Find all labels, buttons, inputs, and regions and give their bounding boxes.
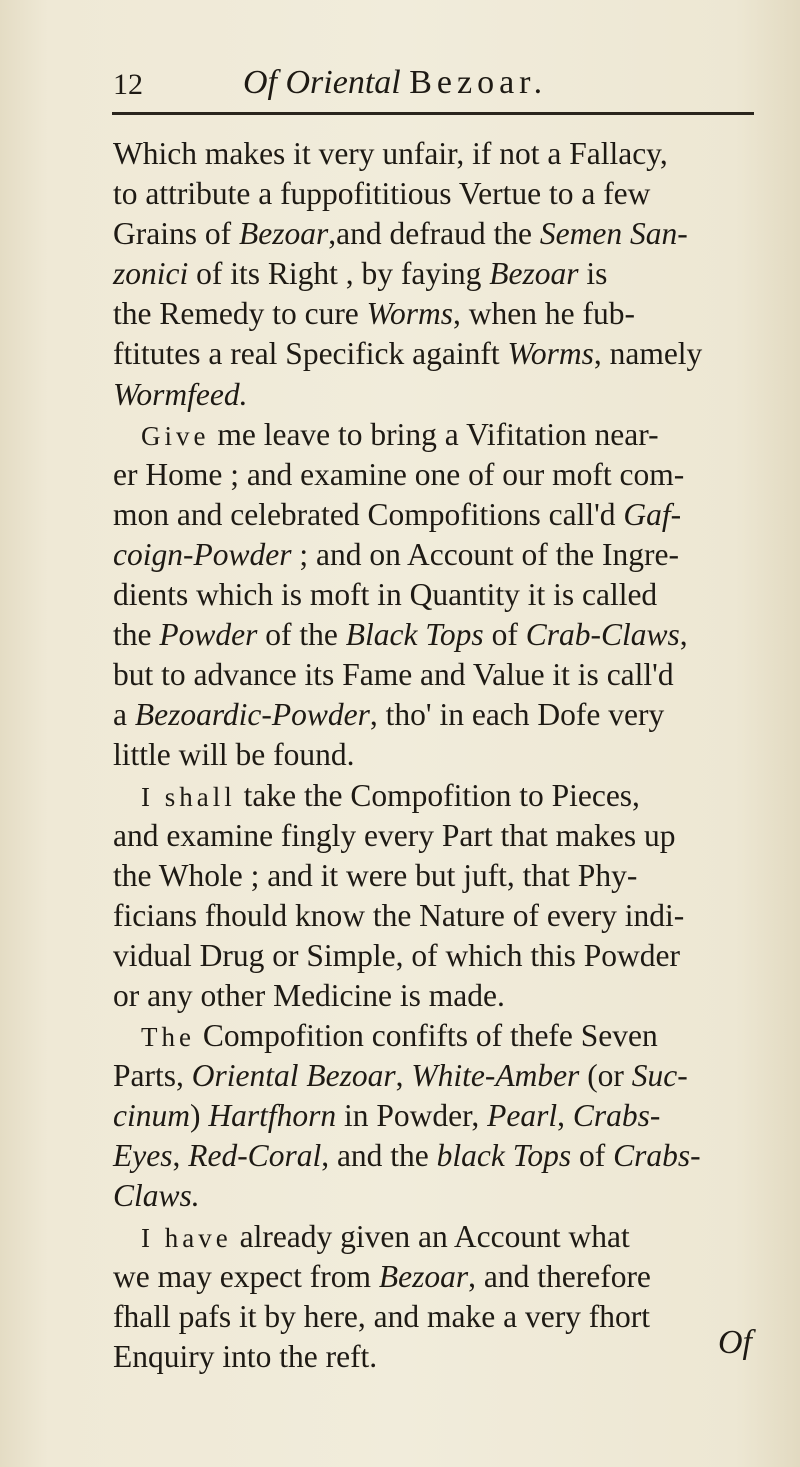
text-run: Compofition confifts of thefe Seven — [194, 1018, 658, 1054]
text-run: I have — [141, 1222, 232, 1253]
text-line — [113, 1136, 763, 1176]
text-line — [113, 1297, 763, 1337]
text-line — [113, 1217, 763, 1257]
text-run: Semen San- — [539, 216, 688, 252]
text-run: Worms — [366, 296, 454, 332]
text-run: Parts, — [113, 1058, 192, 1094]
text-run: take the Compofition to Pieces, — [235, 777, 640, 813]
text-run: in Powder, — [336, 1098, 488, 1134]
text-run: black Tops — [436, 1138, 572, 1174]
text-run: Oriental Bezoar — [191, 1058, 396, 1094]
text-line — [113, 1337, 763, 1377]
text-line — [113, 455, 763, 495]
text-run: , and therefore — [468, 1258, 651, 1294]
text-run: fhall pafs it by here, and make a very fhort — [113, 1298, 651, 1334]
header-rule — [112, 112, 754, 115]
text-line — [113, 1176, 763, 1216]
text-line — [113, 1257, 763, 1297]
text-line — [113, 896, 763, 936]
text-line — [113, 535, 763, 575]
text-run: Eyes — [113, 1138, 173, 1174]
text-line — [113, 1016, 763, 1056]
text-run: I shall — [141, 781, 236, 812]
text-line — [113, 415, 763, 455]
text-run: Worms — [507, 336, 594, 372]
text-run: of its Right , by faying — [188, 256, 490, 292]
text-run: little will be found. — [113, 737, 355, 773]
text-line — [113, 976, 763, 1016]
text-line — [113, 214, 763, 254]
text-run: Enquiry into the reft. — [113, 1338, 378, 1374]
text-run: Hartfhorn — [208, 1098, 337, 1134]
text-run: to attribute a fuppofititious Vertue to a few — [113, 176, 651, 212]
text-run: coign-Powder — [113, 536, 292, 572]
text-run: Pearl — [487, 1098, 558, 1134]
text-run: White-Amber — [411, 1058, 580, 1094]
text-run: Wormfeed. — [113, 376, 248, 412]
text-run: dients which is moft in Quantity it is called — [113, 577, 658, 613]
running-title-italic: Of Oriental — [243, 64, 401, 101]
text-run: Grains of — [113, 216, 239, 252]
running-title — [243, 64, 547, 102]
text-line — [113, 1056, 763, 1096]
text-run: , when he fub- — [453, 296, 635, 332]
text-line — [113, 134, 763, 174]
text-run: , — [395, 1058, 412, 1094]
text-run: me leave to bring a Vifitation near- — [209, 416, 659, 452]
text-run: of the — [257, 617, 346, 653]
text-run: Which makes it very unfair, if not a Fallacy, — [113, 136, 668, 171]
text-run: zonici — [113, 256, 189, 292]
text-run: a — [113, 697, 135, 733]
text-run: Crabs- — [613, 1138, 701, 1174]
text-line — [113, 615, 763, 655]
text-run: ficians fhould know the Nature of every indi- — [113, 897, 685, 933]
text-run: ) — [189, 1098, 209, 1134]
text-line — [113, 1096, 763, 1136]
running-title-caps: Bezoar. — [409, 64, 548, 101]
text-run: , tho' in each Dofe very — [369, 697, 665, 733]
text-run: Bezoardic-Powder — [134, 697, 370, 733]
text-line — [113, 294, 763, 334]
text-run: the Remedy to cure — [113, 296, 367, 332]
text-run: er Home ; and examine one of our moft com- — [113, 456, 685, 492]
text-run: Bezoar — [378, 1258, 469, 1294]
text-run: ; and on Account of the Ingre- — [291, 536, 679, 572]
text-line — [113, 254, 763, 294]
text-run: mon and celebrated Compofitions call'd — [113, 496, 624, 532]
text-line — [113, 174, 763, 214]
text-run: Bezoar — [238, 216, 329, 252]
body-text — [113, 134, 763, 1377]
text-run: Suc- — [631, 1058, 688, 1094]
text-run: Give — [141, 420, 210, 451]
text-run: ftitutes a real Specifick againft — [113, 336, 508, 372]
text-run: The — [141, 1022, 195, 1053]
text-line — [113, 575, 763, 615]
text-run: Crab-Claws — [525, 617, 680, 653]
text-run: we may expect from — [113, 1258, 379, 1294]
text-run: of — [483, 617, 526, 653]
text-run: but to advance its Fame and Value it is call'd — [113, 657, 674, 693]
text-run: and examine fingly every Part that makes up — [113, 817, 676, 853]
text-run: already given an Account what — [231, 1218, 630, 1254]
text-line — [113, 334, 763, 374]
text-run: Gaf- — [623, 496, 682, 532]
text-run: vidual Drug or Simple, of which this Powder — [113, 937, 680, 973]
text-run: or any other Medicine is made. — [113, 977, 505, 1013]
text-run: , — [172, 1138, 189, 1174]
text-run: Black Tops — [345, 617, 484, 653]
text-run: Powder — [159, 617, 258, 653]
catchword: Of — [718, 1324, 752, 1361]
text-line — [113, 655, 763, 695]
text-run: Bezoar — [489, 256, 579, 292]
text-run: , — [679, 617, 688, 653]
text-run: Red-Coral — [188, 1138, 322, 1174]
text-line — [113, 495, 763, 535]
text-line — [113, 695, 763, 735]
text-run: the Whole ; and it were but juft, that Phy- — [113, 857, 638, 893]
text-run: Claws. — [113, 1178, 200, 1214]
text-line — [113, 735, 763, 775]
page-number: 12 — [113, 68, 143, 101]
text-line — [113, 856, 763, 896]
text-run: Crabs- — [572, 1098, 661, 1134]
text-line — [113, 936, 763, 976]
text-run: , — [557, 1098, 573, 1134]
text-run: ,and defraud the — [328, 216, 540, 252]
text-run: cinum — [113, 1098, 190, 1134]
text-line — [113, 776, 763, 816]
text-run: of — [571, 1138, 614, 1174]
text-run: the — [113, 617, 160, 653]
text-run: , namely — [593, 336, 703, 372]
text-run: , and the — [321, 1138, 437, 1174]
text-line — [113, 375, 763, 415]
text-run: (or — [579, 1058, 632, 1094]
text-line — [113, 816, 763, 856]
text-run: is — [578, 256, 608, 292]
